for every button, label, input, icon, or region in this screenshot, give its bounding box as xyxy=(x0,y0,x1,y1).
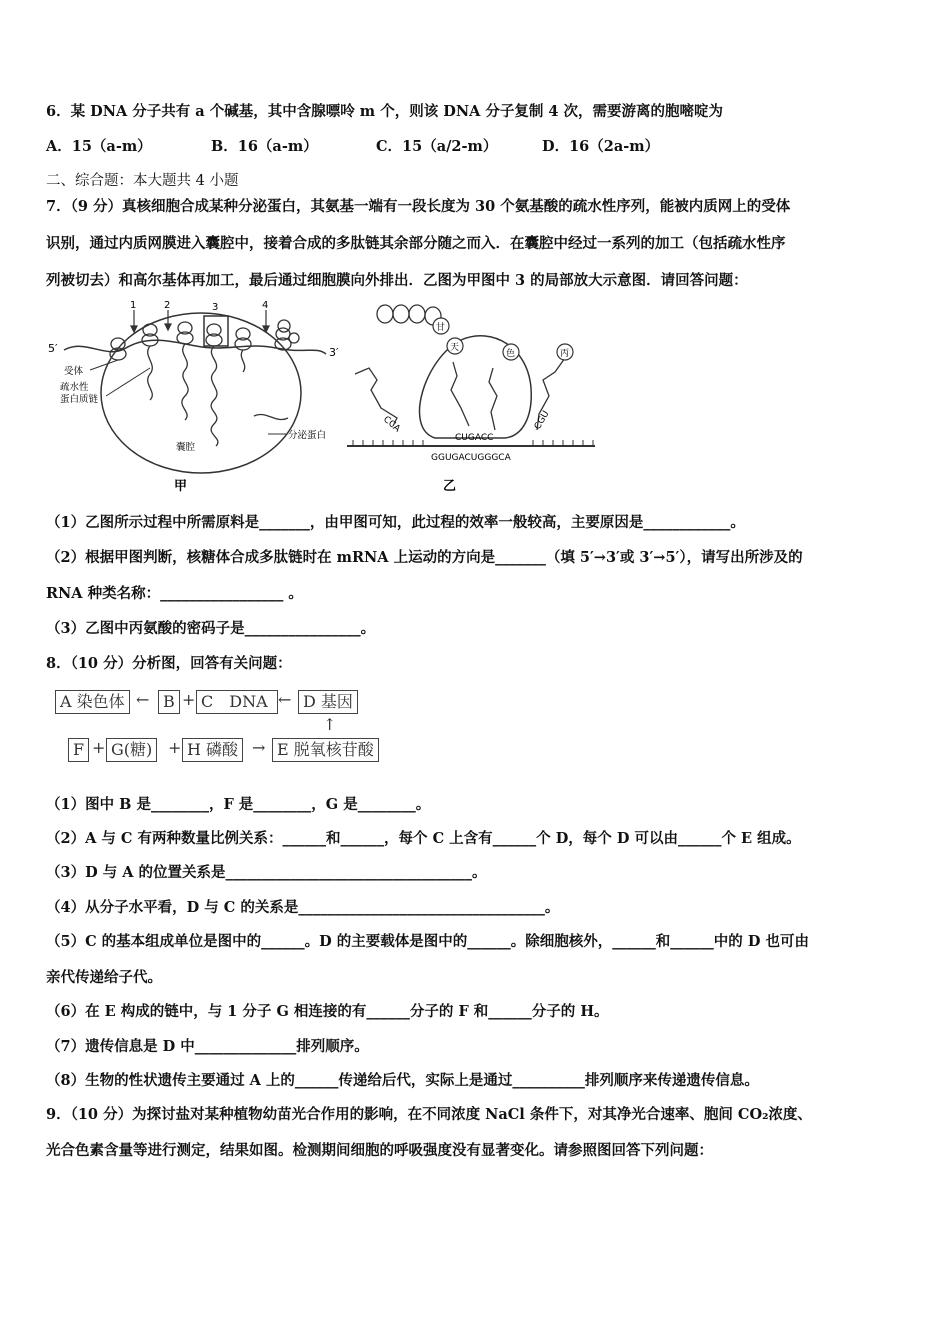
q7-sub-2: （2）根据甲图判断，核糖体合成多肽链时在 mRNA 上运动的方向是_______（填 5′→3′或 3′→5′），请写出所涉及的 xyxy=(46,549,803,566)
q7-sub-1: （1）乙图所示过程中所需原料是_______，由甲图可知，此过程的效率一般较高，主要原因是____________。 xyxy=(46,514,745,531)
label-receptor: 受体 xyxy=(64,366,84,377)
mrna-sequence: GGUGACUGGGCA xyxy=(431,453,511,463)
q8-sub-4: （4）从分子水平看，D 与 C 的关系是__________________________________。 xyxy=(46,899,560,916)
amino-acid-chain xyxy=(377,305,441,325)
marker-2: 2 xyxy=(164,300,171,311)
q6-option-b: B．16（a-m） xyxy=(211,138,318,155)
box-b: B xyxy=(158,690,180,714)
anticodon-right: CGU xyxy=(532,409,552,432)
caption-jia: 甲 xyxy=(174,479,188,494)
plus-g-h: + xyxy=(168,738,182,757)
arrow-h-e: → xyxy=(252,738,266,757)
aa-trp: 色 xyxy=(506,349,516,359)
aa-asp: 天 xyxy=(450,343,460,353)
label-hydrophobic-2: 蛋白质链 xyxy=(60,394,99,405)
q8-sub-2: （2）A 与 C 有两种数量比例关系：______和______，每个 C 上含有______个 D，每个 D 可以由______个 E 组成。 xyxy=(46,830,801,847)
box-d: D 基因 xyxy=(298,690,358,714)
box-a: A 染色体 xyxy=(55,690,130,714)
q6-text: 6．某 DNA 分子共有 a 个碱基，其中含腺嘌呤 m 个，则该 DNA 分子复制 4 次，需要游离的胞嘧啶为 xyxy=(46,103,724,120)
anticodon-middle: CUGACC xyxy=(455,433,494,443)
q7-line-1: 7．（9 分）真核细胞合成某种分泌蛋白，其氨基一端有一段长度为 30 个氨基酸的疏水性序列，能被内质网上的受体 xyxy=(46,198,791,215)
box-h: H 磷酸 xyxy=(182,738,243,762)
label-5prime: 5′ xyxy=(48,342,58,355)
caption-yi: 乙 xyxy=(443,479,457,494)
label-secreted-protein: 分泌蛋白 xyxy=(288,430,327,441)
q7-sub-2b: RNA 种类名称：_________________ 。 xyxy=(46,585,303,602)
q8-sub-5b: 亲代传递给子代。 xyxy=(46,969,162,986)
aa-gly: 甘 xyxy=(436,323,446,333)
q6-option-c: C．15（a/2-m） xyxy=(376,138,498,155)
plus-f-g: + xyxy=(92,738,106,757)
q8-sub-1: （1）图中 B 是________，F 是________，G 是________。 xyxy=(46,796,431,813)
arrow-e-d: ↑ xyxy=(323,715,337,734)
label-hydrophobic-1: 疏水性 xyxy=(60,382,89,393)
anticodon-left: CCA xyxy=(381,414,402,435)
q6-option-d: D．16（2a-m） xyxy=(542,138,660,155)
q8-sub-6: （6）在 E 构成的链中，与 1 分子 G 相连接的有______分子的 F 和______分子的 H。 xyxy=(46,1003,609,1020)
marker-3: 3 xyxy=(212,302,219,313)
q8-sub-7: （7）遗传信息是 D 中______________排列顺序。 xyxy=(46,1038,369,1055)
q7-line-2: 识别，通过内质网膜进入囊腔中，接着合成的多肽链其余部分随之而入．在囊腔中经过一系列的加工（包括疏水性序 xyxy=(46,235,786,252)
plus-b-c: + xyxy=(182,690,196,709)
figure-jia xyxy=(46,298,346,496)
box-f: F xyxy=(68,738,89,762)
aa-ala: 丙 xyxy=(560,349,570,359)
arrow-b-a: ← xyxy=(136,690,150,709)
q9-line-2: 光合色素含量等进行测定，结果如图。检测期间细胞的呼吸强度没有显著变化。请参照图回答下列问题： xyxy=(46,1142,713,1159)
box-c: C DNA xyxy=(196,690,278,714)
marker-4: 4 xyxy=(262,300,269,311)
q7-sub-3: （3）乙图中丙氨酸的密码子是________________。 xyxy=(46,620,376,637)
arrow-d-c: ← xyxy=(278,690,292,709)
q6-option-a: A．15（a-m） xyxy=(46,138,152,155)
label-3prime: 3′ xyxy=(329,346,339,359)
peptide-chains xyxy=(148,320,299,446)
section-heading: 二、综合题：本大题共 4 小题 xyxy=(46,173,239,189)
q8-sub-3: （3）D 与 A 的位置关系是__________________________________。 xyxy=(46,864,487,881)
q7-line-3: 列被切去）和高尔基体再加工，最后通过细胞膜向外排出．乙图为甲图中 3 的局部放大示意图．请回答问题： xyxy=(46,272,748,289)
lumen-membrane xyxy=(101,313,301,473)
box-g: G(糖) xyxy=(106,738,157,762)
figure-yi xyxy=(343,298,605,496)
label-lumen: 囊腔 xyxy=(176,442,196,453)
box-e: E 脱氧核苷酸 xyxy=(272,738,379,762)
q8-sub-8: （8）生物的性状遗传主要通过 A 上的______传递给后代，实际上是通过__________排列顺序来传递遗传信息。 xyxy=(46,1072,759,1089)
marker-1: 1 xyxy=(130,300,137,311)
q8-title: 8．（10 分）分析图，回答有关问题： xyxy=(46,655,292,672)
q8-sub-5: （5）C 的基本组成单位是图中的______。D 的主要载体是图中的______。除细胞核外，______和______中的 D 也可由 xyxy=(46,933,809,950)
q9-line-1: 9．（10 分）为探讨盐对某种植物幼苗光合作用的影响，在不同浓度 NaCl 条件下，对其净光合速率、胞间 CO₂浓度、 xyxy=(46,1106,812,1123)
